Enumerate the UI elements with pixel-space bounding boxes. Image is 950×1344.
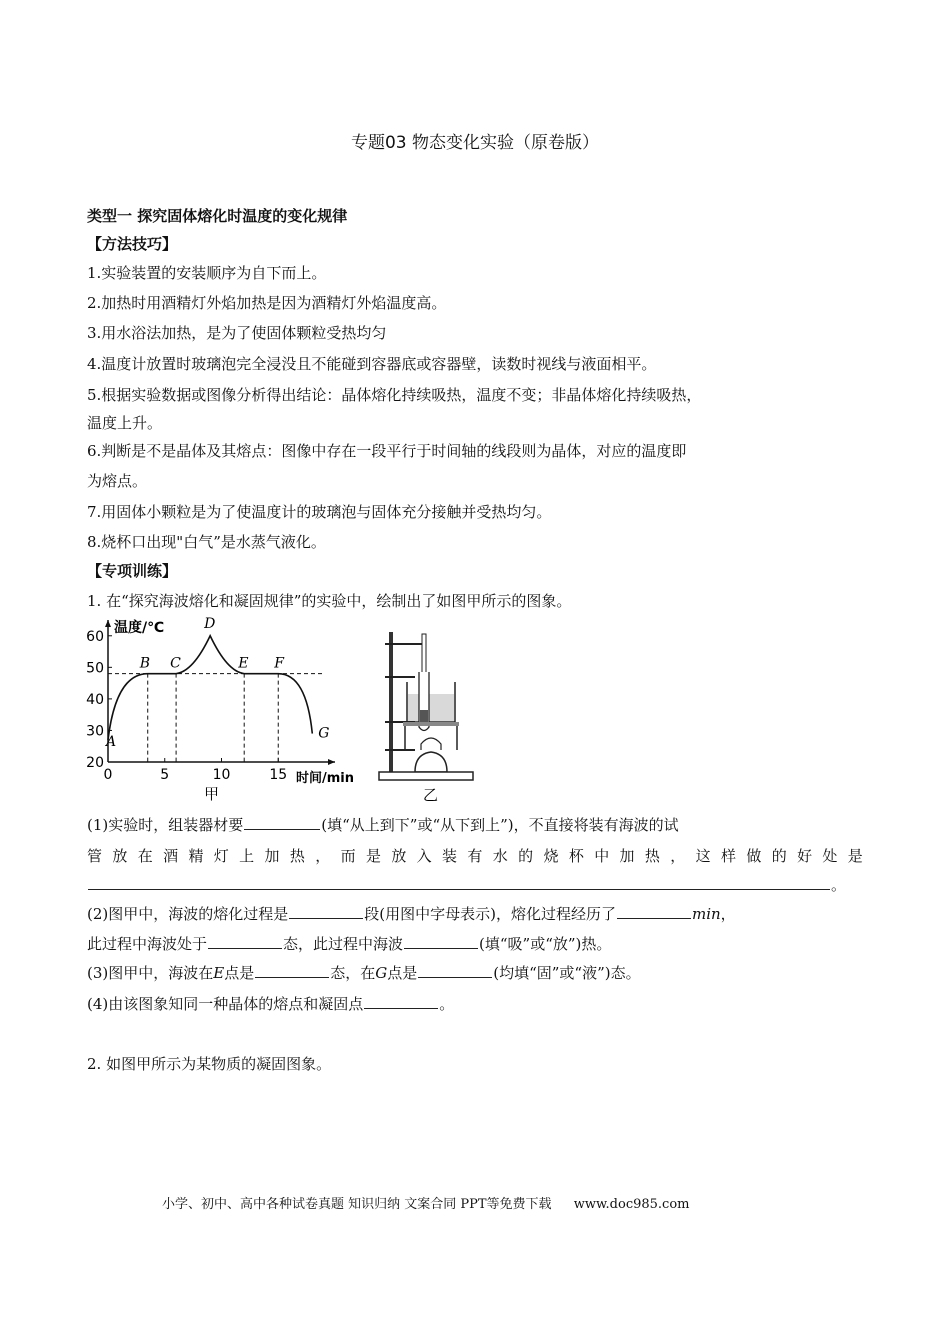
q1-part4: (4)由该图象知同一种晶体的熔点和凝固点 。 [87,995,455,1013]
tip-item: 8.烧杯口出现"白气”是水蒸气液化。 [87,533,326,551]
page-footer [162,1193,695,1212]
q1-part1-line2 [87,845,863,867]
chart-caption-jia: 甲 [204,785,220,803]
x-axis-arrow [328,759,335,765]
answer-blank[interactable] [255,963,329,978]
tip-item: 4.温度计放置时玻璃泡完全浸没且不能碰到容器底或容器壁，读数时视线与液面相平。 [87,355,657,373]
stand-base [379,772,473,780]
method-heading: 【方法技巧】 [87,235,178,253]
x-tick-label: 10 [212,767,231,783]
justified-char: 是 [365,847,381,865]
alcohol-lamp [415,752,447,772]
justified-char: 有 [467,847,483,865]
justified-char: 加 [619,847,635,865]
justified-char: 处 [822,847,838,865]
footer-site[interactable]: www.doc985.com [573,1197,690,1212]
q1-part2-line2: 此过程中海波处于 态，此过程中海波 (填“吸”或“放”)热。 [87,935,612,953]
y-tick-label: 40 [86,691,104,708]
justified-char: 的 [518,847,534,865]
tip-item: 5.根据实验数据或图像分析得出结论：晶体熔化持续吸热，温度不变；非晶体熔化持续吸热， [87,386,702,404]
answer-blank[interactable] [244,815,320,830]
justified-char: 酒 [163,847,179,865]
justified-char: 的 [771,847,787,865]
answer-blank[interactable] [88,875,830,890]
figure-caption-yi: 乙 [423,786,439,802]
justified-char: ， [315,847,331,865]
tip-item: 1.实验装置的安装顺序为自下而上。 [87,264,327,282]
x-tick-label: 5 [160,767,170,783]
answer-blank[interactable] [617,904,691,919]
justified-char: 装 [442,847,458,865]
justified-char: 这 [695,847,711,865]
melting-curve-line [108,636,312,740]
point-label-d: D [204,615,216,632]
footer-text: 小学、初中、高中各种试卷真题 知识归纳 文案合同 PPT等免费下载 [162,1197,552,1212]
y-tick-label: 50 [86,660,104,677]
justified-char: 上 [239,847,255,865]
justified-char: 放 [112,847,128,865]
q1-part1-line1: (1)实验时，组装器材要 (填“从上到下”或“从下到上”)，不直接将装有海波的试 [87,816,679,834]
point-label-b: B [139,655,151,672]
point-label-a: A [106,733,117,750]
justified-char: 热 [289,847,305,865]
justified-char: 而 [340,847,356,865]
y-axis-label: 温度/℃ [114,620,165,636]
point-label-c: C [170,655,181,672]
q2-stem: 2. 如图甲所示为某物质的凝固图象。 [87,1055,332,1073]
x-axis-label: 时间/min [296,771,355,786]
answer-blank[interactable] [364,994,438,1009]
justified-char: 杯 [568,847,584,865]
justified-char: 在 [137,847,153,865]
point-label-f: F [274,655,284,672]
justified-char: 中 [594,847,610,865]
melting-curve-chart [80,612,365,804]
point-label-g: G [318,725,330,742]
justified-char: 灯 [213,847,229,865]
justified-char: 水 [492,847,508,865]
section-heading: 类型一 探究固体熔化时温度的变化规律 [87,207,348,225]
justified-char: 烧 [543,847,559,865]
justified-char: 热 [644,847,660,865]
y-tick-label: 20 [86,755,104,771]
answer-blank[interactable] [418,963,492,978]
q1-part1-line3: 。 [87,874,846,896]
justified-char: 入 [416,847,432,865]
x-tick-label: 0 [103,767,113,783]
q1-part2-line1: (2)图甲中，海波的熔化过程是 段(用图中字母表示)，熔化过程经历了 min， [87,905,736,923]
y-tick-label: 30 [86,723,104,740]
tip-item: 温度上升。 [87,414,163,432]
justified-char: 精 [188,847,204,865]
justified-char: 是 [847,847,863,865]
water [408,694,454,721]
flame [421,738,441,750]
justified-char: 加 [264,847,280,865]
page-title: 专题03 物态变化实验（原卷版） [350,133,600,153]
justified-char: 做 [746,847,762,865]
heating-apparatus-figure [375,622,485,802]
justified-char: 样 [720,847,736,865]
justified-char: 管 [87,847,103,865]
answer-blank[interactable] [404,934,478,949]
q1-part3: (3)图甲中，海波在E点是 态，在G点是 (均填“固”或“液”)态。 [87,964,641,982]
wire-gauze [403,722,459,726]
answer-blank[interactable] [208,934,282,949]
answer-blank[interactable] [289,904,363,919]
tip-item: 为熔点。 [87,472,148,490]
point-label-e: E [238,655,249,672]
justified-char: 放 [391,847,407,865]
y-axis-arrow [105,620,111,627]
tip-item: 2.加热时用酒精灯外焰加热是因为酒精灯外焰温度高。 [87,294,447,312]
q1-stem: 1. 在“探究海波熔化和凝固规律”的实验中，绘制出了如图甲所示的图象。 [87,592,572,610]
tip-item: 6.判断是不是晶体及其熔点：图像中存在一段平行于时间轴的线段则为晶体，对应的温度即 [87,442,687,460]
justified-char: ， [670,847,686,865]
tip-item: 3.用水浴法加热，是为了使固体颗粒受热均匀 [87,324,387,342]
x-tick-label: 15 [269,767,288,783]
stand-rod [389,632,393,777]
y-tick-label: 60 [86,628,104,645]
justified-char: 好 [797,847,813,865]
tip-item: 7.用固体小颗粒是为了使温度计的玻璃泡与固体充分接触并受热均匀。 [87,503,552,521]
training-heading: 【专项训练】 [87,562,178,580]
